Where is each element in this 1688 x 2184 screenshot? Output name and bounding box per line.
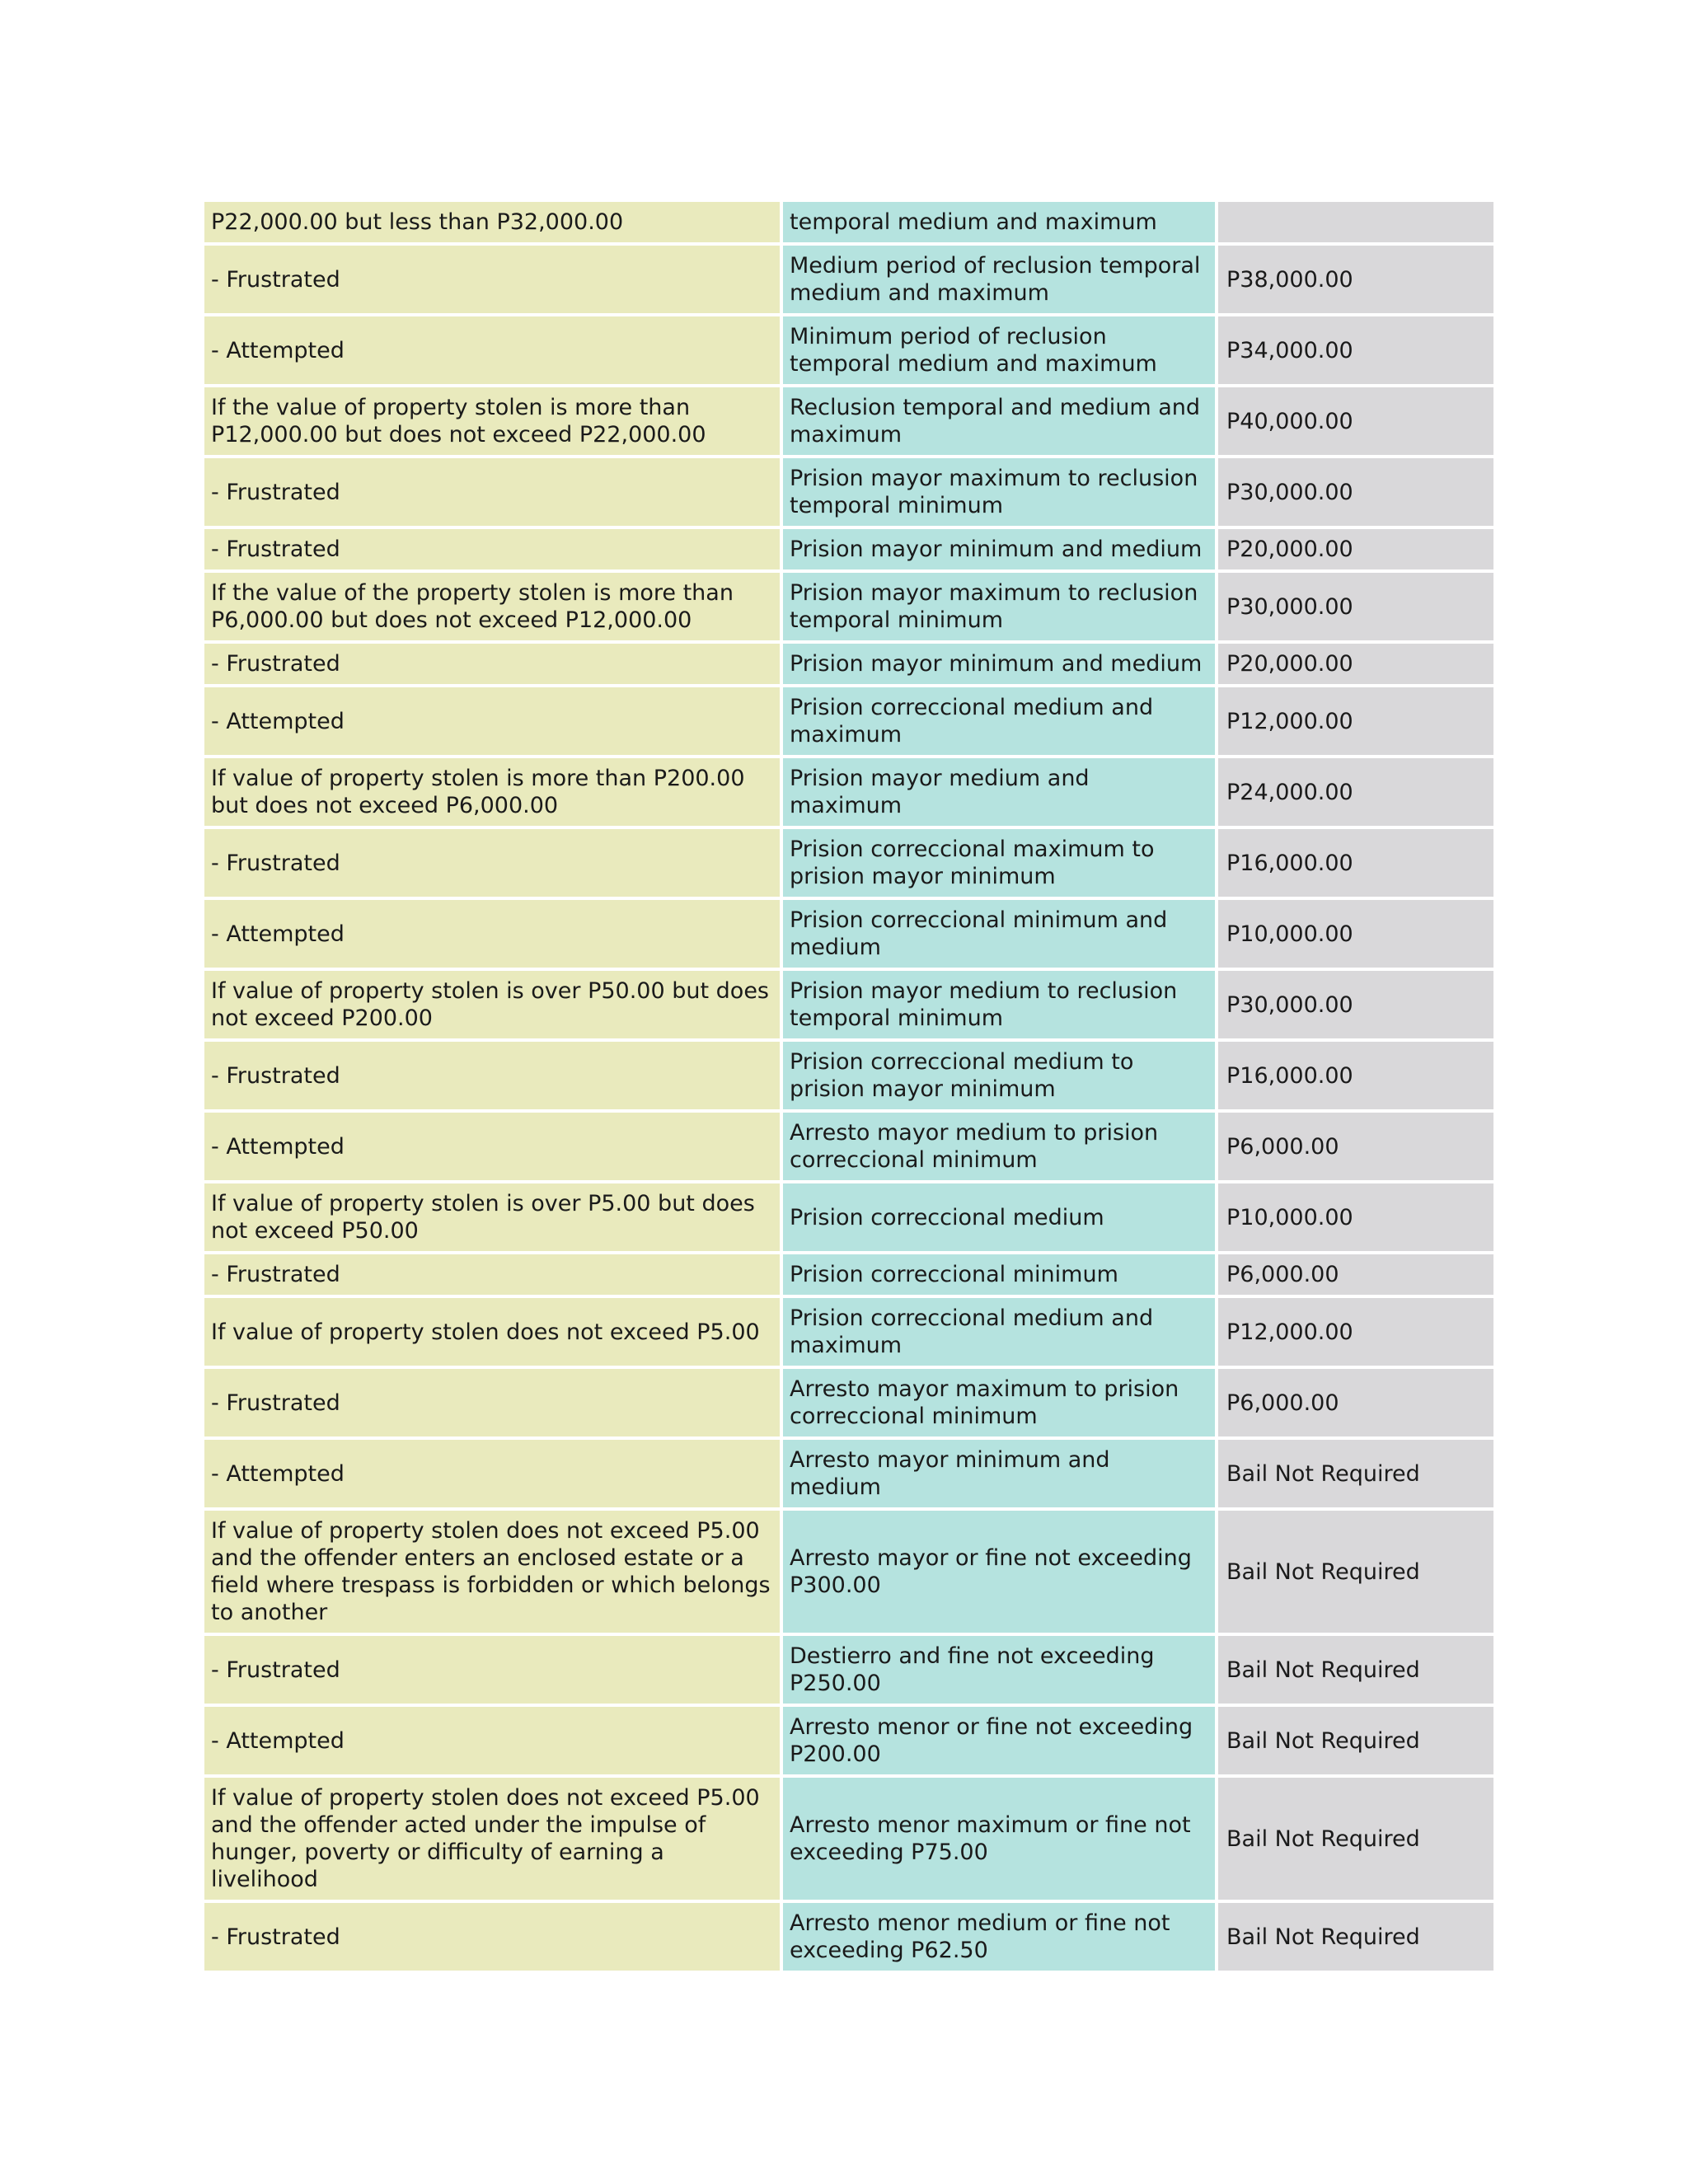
bail-cell: P10,000.00 xyxy=(1218,900,1493,968)
offense-cell: - Frustrated xyxy=(204,1903,780,1971)
bail-cell: P6,000.00 xyxy=(1218,1113,1493,1180)
table-row xyxy=(204,1254,1493,1295)
offense-cell: - Frustrated xyxy=(204,1369,780,1436)
offense-cell: - Frustrated xyxy=(204,458,780,526)
table-row xyxy=(204,202,1493,242)
table-row xyxy=(204,829,1493,897)
bail-cell: P30,000.00 xyxy=(1218,971,1493,1038)
table-row xyxy=(204,644,1493,684)
penalty-cell: Prision correccional medium to prision mayor minimum xyxy=(783,1042,1215,1109)
offense-cell: If the value of the property stolen is more than P6,000.00 but does not exceed P12,000.00 xyxy=(204,573,780,640)
bail-cell: Bail Not Required xyxy=(1218,1778,1493,1900)
table-row xyxy=(204,1042,1493,1109)
penalty-cell: Minimum period of reclusion temporal medium and maximum xyxy=(783,316,1215,384)
bail-cell: Bail Not Required xyxy=(1218,1440,1493,1507)
bail-cell: P6,000.00 xyxy=(1218,1369,1493,1436)
offense-cell: P22,000.00 but less than P32,000.00 xyxy=(204,202,780,242)
offense-cell: If value of property stolen is over P50.00 but does not exceed P200.00 xyxy=(204,971,780,1038)
table-row xyxy=(204,1511,1493,1633)
bail-cell: P12,000.00 xyxy=(1218,1298,1493,1366)
penalty-cell: Arresto mayor maximum to prision correccional minimum xyxy=(783,1369,1215,1436)
table-row xyxy=(204,1113,1493,1180)
offense-cell: If value of property stolen does not exceed P5.00 xyxy=(204,1298,780,1366)
penalty-cell: Prision correccional medium xyxy=(783,1183,1215,1251)
offense-cell: - Attempted xyxy=(204,316,780,384)
bail-cell: P40,000.00 xyxy=(1218,387,1493,455)
penalty-cell: Arresto mayor medium to prision correccional minimum xyxy=(783,1113,1215,1180)
offense-cell: - Frustrated xyxy=(204,1042,780,1109)
offense-cell: - Frustrated xyxy=(204,1254,780,1295)
table-row xyxy=(204,316,1493,384)
offense-cell: If value of property stolen is over P5.00 but does not exceed P50.00 xyxy=(204,1183,780,1251)
penalty-cell: Prision mayor medium and maximum xyxy=(783,758,1215,826)
table-row xyxy=(204,1298,1493,1366)
offense-cell: - Frustrated xyxy=(204,829,780,897)
offense-cell: - Attempted xyxy=(204,1707,780,1774)
offense-cell: - Attempted xyxy=(204,900,780,968)
table-row xyxy=(204,1369,1493,1436)
bail-cell: P20,000.00 xyxy=(1218,529,1493,569)
table-row xyxy=(204,1903,1493,1971)
table-row xyxy=(204,573,1493,640)
offense-cell: - Frustrated xyxy=(204,644,780,684)
offense-cell: - Attempted xyxy=(204,1440,780,1507)
bail-cell xyxy=(1218,202,1493,242)
offense-cell: - Frustrated xyxy=(204,529,780,569)
bail-schedule-table xyxy=(201,199,1497,1974)
bail-cell: P6,000.00 xyxy=(1218,1254,1493,1295)
penalty-cell: Medium period of reclusion temporal medium and maximum xyxy=(783,246,1215,313)
bail-cell: P10,000.00 xyxy=(1218,1183,1493,1251)
penalty-cell: Prision mayor medium to reclusion temporal minimum xyxy=(783,971,1215,1038)
table-row xyxy=(204,1707,1493,1774)
table-row xyxy=(204,246,1493,313)
offense-cell: - Attempted xyxy=(204,687,780,755)
penalty-cell: Reclusion temporal and medium and maximum xyxy=(783,387,1215,455)
offense-cell: If value of property stolen is more than P200.00 but does not exceed P6,000.00 xyxy=(204,758,780,826)
table-row xyxy=(204,1440,1493,1507)
penalty-cell: Prision mayor minimum and medium xyxy=(783,529,1215,569)
offense-cell: If value of property stolen does not exceed P5.00 and the offender acted under the impulse of hunger, poverty or difficulty of earning a livelihood xyxy=(204,1778,780,1900)
bail-cell: P34,000.00 xyxy=(1218,316,1493,384)
bail-cell: P16,000.00 xyxy=(1218,829,1493,897)
table-row xyxy=(204,687,1493,755)
table-row xyxy=(204,1778,1493,1900)
penalty-cell: Prision mayor maximum to reclusion temporal minimum xyxy=(783,458,1215,526)
bail-cell: P30,000.00 xyxy=(1218,573,1493,640)
table-body xyxy=(204,202,1493,1971)
offense-cell: If value of property stolen does not exceed P5.00 and the offender enters an enclosed estate or a field where trespass is forbidden or which belongs to another xyxy=(204,1511,780,1633)
penalty-cell: Prision correccional minimum and medium xyxy=(783,900,1215,968)
table-row xyxy=(204,458,1493,526)
offense-cell: - Frustrated xyxy=(204,1636,780,1704)
penalty-cell: Prision correccional minimum xyxy=(783,1254,1215,1295)
table-row xyxy=(204,971,1493,1038)
bail-cell: Bail Not Required xyxy=(1218,1903,1493,1971)
penalty-cell: Prision mayor maximum to reclusion temporal minimum xyxy=(783,573,1215,640)
penalty-cell: Prision correccional medium and maximum xyxy=(783,687,1215,755)
bail-cell: Bail Not Required xyxy=(1218,1636,1493,1704)
penalty-cell: Prision mayor minimum and medium xyxy=(783,644,1215,684)
bail-cell: Bail Not Required xyxy=(1218,1707,1493,1774)
table-row xyxy=(204,1183,1493,1251)
table-row xyxy=(204,758,1493,826)
table-row xyxy=(204,1636,1493,1704)
table-row xyxy=(204,387,1493,455)
bail-cell: P38,000.00 xyxy=(1218,246,1493,313)
table-row xyxy=(204,900,1493,968)
bail-cell: P16,000.00 xyxy=(1218,1042,1493,1109)
offense-cell: - Attempted xyxy=(204,1113,780,1180)
penalty-cell: Prision correccional medium and maximum xyxy=(783,1298,1215,1366)
bail-cell: Bail Not Required xyxy=(1218,1511,1493,1633)
penalty-cell: Arresto mayor minimum and medium xyxy=(783,1440,1215,1507)
penalty-cell: Arresto menor medium or fine not exceeding P62.50 xyxy=(783,1903,1215,1971)
penalty-cell: Arresto mayor or fine not exceeding P300.00 xyxy=(783,1511,1215,1633)
penalty-cell: Arresto menor maximum or fine not exceeding P75.00 xyxy=(783,1778,1215,1900)
bail-cell: P12,000.00 xyxy=(1218,687,1493,755)
bail-cell: P24,000.00 xyxy=(1218,758,1493,826)
bail-cell: P30,000.00 xyxy=(1218,458,1493,526)
offense-cell: - Frustrated xyxy=(204,246,780,313)
penalty-cell: Prision correccional maximum to prision mayor minimum xyxy=(783,829,1215,897)
penalty-cell: Arresto menor or fine not exceeding P200.00 xyxy=(783,1707,1215,1774)
offense-cell: If the value of property stolen is more than P12,000.00 but does not exceed P22,000.00 xyxy=(204,387,780,455)
table-row xyxy=(204,529,1493,569)
penalty-cell: temporal medium and maximum xyxy=(783,202,1215,242)
bail-cell: P20,000.00 xyxy=(1218,644,1493,684)
penalty-cell: Destierro and fine not exceeding P250.00 xyxy=(783,1636,1215,1704)
